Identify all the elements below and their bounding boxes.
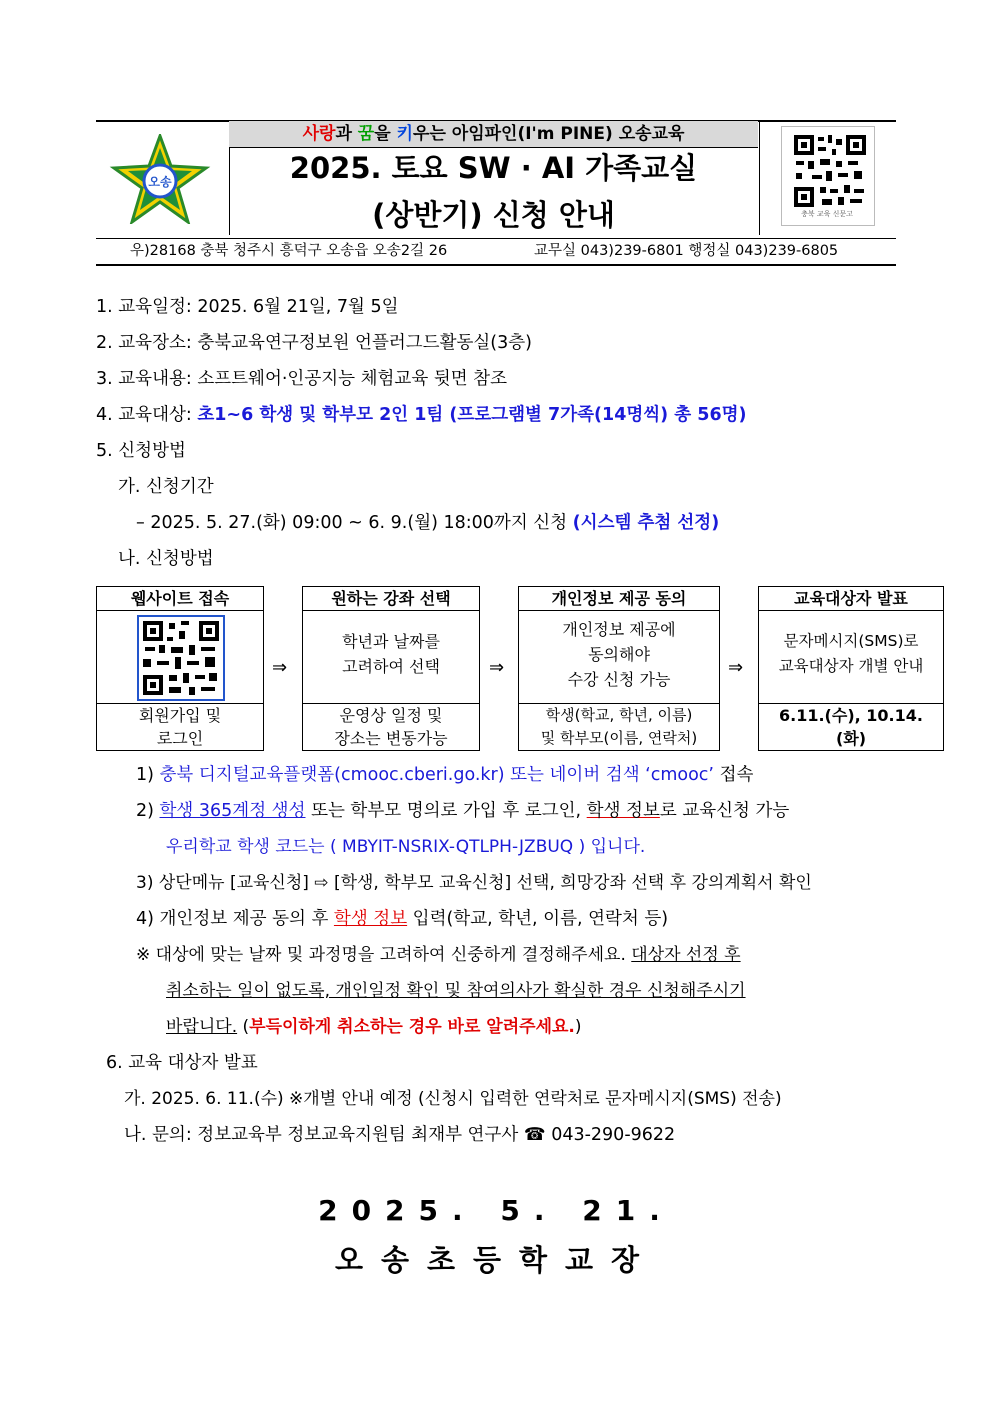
item-method: 5. 신청방법: [96, 441, 186, 461]
school-phones: 교무실 043)239-6801 행정실 043)239-6805: [534, 243, 839, 259]
section-6-b: 나. 문의: 정보교육부 정보교육지원팀 최재부 연구사 ☎ 043-290-9622: [124, 1125, 676, 1145]
page-subtitle: (상반기) 신청 안내: [372, 198, 615, 232]
step-1: 1) 충북 디지털교육플랫폼(cmooc.cberi.go.kr) 또는 네이버 검색 ‘cmooc’ 접속: [136, 765, 754, 785]
flow-step-footer: 회원가입 및 로그인: [97, 703, 263, 750]
notice-line-3: 바랍니다. (부득이하게 취소하는 경우 바로 알려주세요.): [166, 1017, 582, 1037]
notice-line-1: ※ 대상에 맞는 날짜 및 과정명을 고려하여 신중하게 결정해주세요. 대상자 선정 후: [136, 945, 741, 965]
flow-step-body: 개인정보 제공에 동의해야 수강 신청 가능: [562, 620, 676, 689]
flow-step-body: 학년과 날짜를 고려하여 선택: [342, 632, 440, 676]
flow-step-consent: [518, 586, 720, 751]
flow-step-title: 웹사이트 접속: [97, 587, 263, 611]
step-4: 4) 개인정보 제공 동의 후 학생 정보 입력(학교, 학년, 이름, 연락처 등): [136, 909, 669, 929]
flow-step-footer: 6.11.(수), 10.14. (화): [759, 703, 943, 750]
signer: 오송초등학교장: [334, 1243, 658, 1277]
cmooc-link[interactable]: 충북 디지털교육플랫폼(cmooc.cberi.go.kr) 또는 네이버 검색 ‘cmooc’: [159, 765, 714, 785]
step-3: 3) 상단메뉴 [교육신청] ⇨ [학생, 학부모 교육신청] 선택, 희망강좌 선택 후 강의계획서 확인: [136, 873, 812, 893]
slogan: 사랑과 꿈을 키우는 아임파인(I'm PINE) 오송교육: [229, 121, 758, 148]
flow-step-announce: [758, 586, 944, 751]
item-content: 3. 교육내용: 소프트웨어·인공지능 체험교육 뒷면 참조: [96, 369, 507, 389]
subitem-period: 가. 신청기간: [118, 477, 214, 497]
section-6-a: 가. 2025. 6. 11.(수) ※개별 안내 예정 (신청시 입력한 연락처로 문자메시지(SMS) 전송): [124, 1089, 782, 1109]
subitem-method: 나. 신청방법: [118, 549, 214, 569]
student-code: 우리학교 학생 코드는 ( MBYIT-NSRIX-QTLPH-JZBUQ ) 입니다.: [166, 837, 646, 857]
cmooc-qr-code[interactable]: [137, 615, 225, 701]
flow-step-course: [302, 586, 480, 751]
notice-line-2: 취소하는 일이 없도록, 개인일정 확인 및 참여의사가 확실한 경우 신청해주시기: [166, 981, 746, 1001]
flow-step-footer: 학생(학교, 학년, 이름) 및 학부모(이름, 연락처): [519, 703, 719, 750]
address-bar: [96, 238, 896, 266]
page-title: 2025. 토요 SW · AI 가족교실: [289, 151, 698, 185]
period-detail: – 2025. 5. 27.(화) 09:00 ~ 6. 9.(월) 18:00까지 신청 (시스템 추첨 선정): [136, 513, 720, 533]
school-logo: [108, 134, 212, 224]
flow-step-body: 문자메시지(SMS)로 교육대상자 개별 안내: [778, 632, 924, 675]
flow-step-title: 교육대상자 발표: [759, 587, 943, 611]
flow-step-title: 원하는 강좌 선택: [303, 587, 479, 611]
logo-text: 오송: [148, 175, 172, 189]
item-schedule: 1. 교육일정: 2025. 6월 21일, 7월 5일: [96, 297, 399, 317]
section-6-title: 6. 교육 대상자 발표: [106, 1053, 258, 1073]
item-target: 4. 교육대상: 초1~6 학생 및 학부모 2인 1팀 (프로그램별 7가족(14명씩) 총 56명): [96, 405, 747, 425]
flow-arrow: ⇒: [489, 657, 505, 678]
flow-arrow: ⇒: [728, 657, 744, 678]
qr-caption: 충북 교육 신문고: [801, 210, 853, 218]
issue-date: 2025. 5. 21.: [318, 1194, 674, 1227]
flow-step-website: [96, 586, 264, 751]
flow-step-title: 개인정보 제공 동의: [519, 587, 719, 611]
flow-arrow: ⇒: [272, 657, 288, 678]
flow-step-footer: 운영상 일정 및 장소는 변동가능: [303, 703, 479, 750]
item-location: 2. 교육장소: 충북교육연구정보원 언플러그드활동실(3층): [96, 333, 532, 353]
school-address: 우)28168 충북 청주시 흥덕구 오송읍 오송2길 26: [130, 243, 448, 259]
step-2: 2) 학생 365계정 생성 또는 학부모 명의로 가입 후 로그인, 학생 정보로 교육신청 가능: [136, 801, 790, 821]
